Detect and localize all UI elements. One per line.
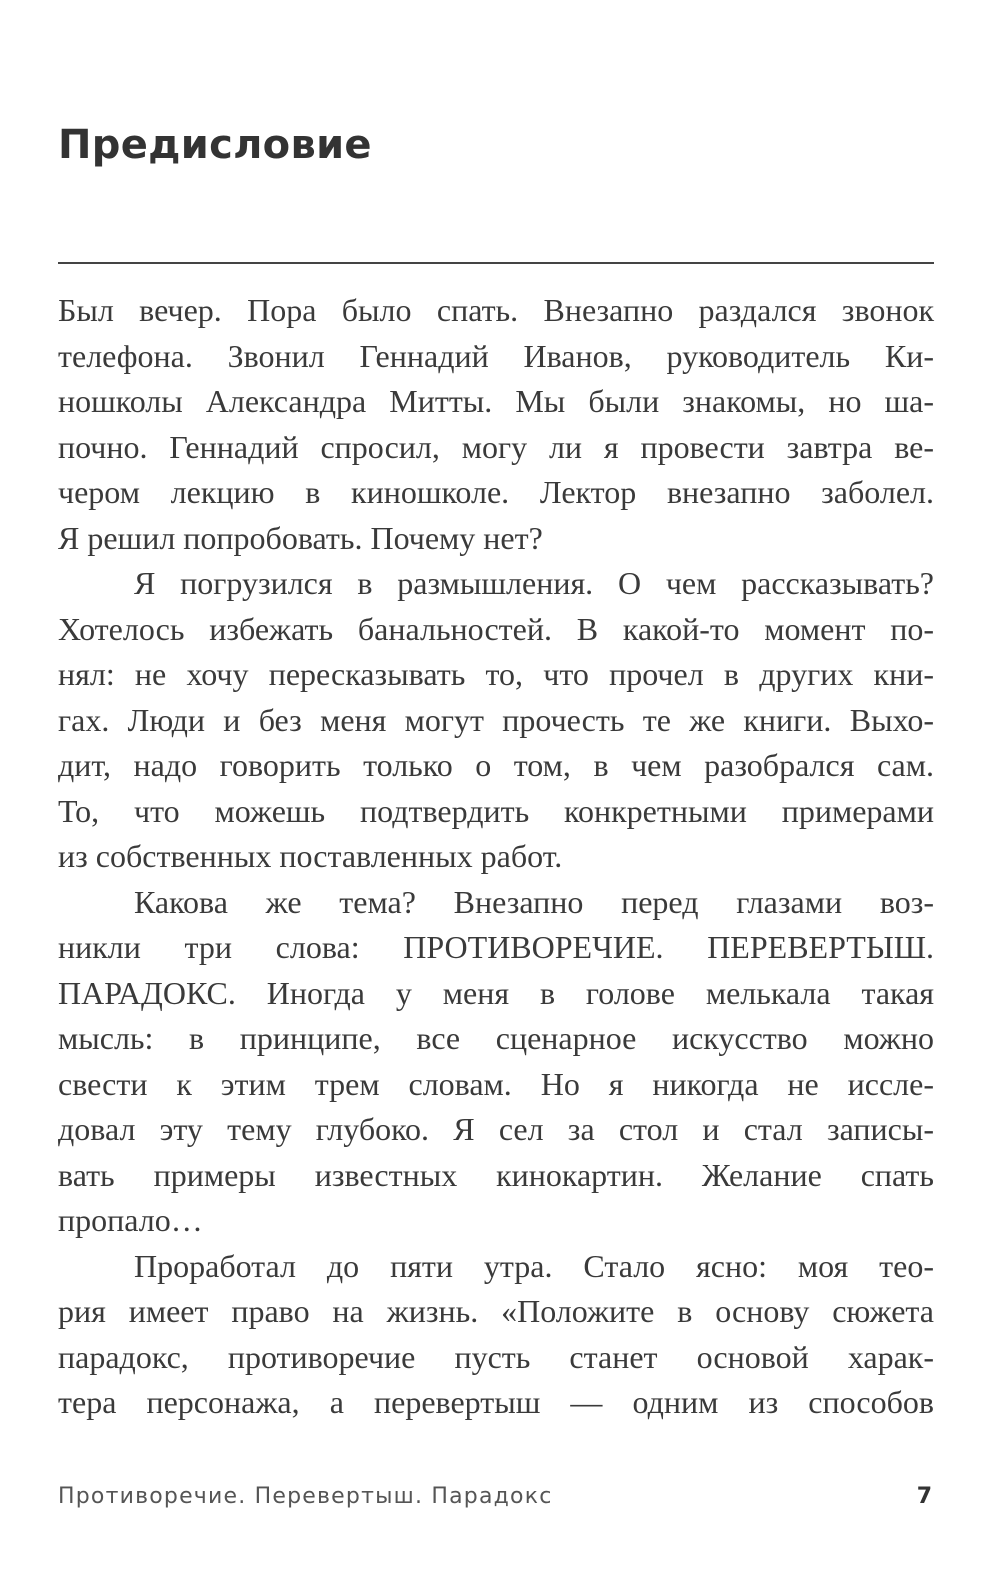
text-line: телефона. Звонил Геннадий Иванов, руководитель Ки- xyxy=(58,337,934,374)
text-line: ношколы Александра Митты. Мы были знакомы, но ша- xyxy=(58,383,934,419)
text-line: Я погрузился в размышления. О чем рассказывать? xyxy=(134,565,934,601)
text-line: гах. Люди и без меня могут прочесть те же книги. Выхо- xyxy=(58,701,934,738)
text-line: пропало… xyxy=(58,1202,203,1238)
paragraph-1 xyxy=(58,288,934,561)
page-number: 7 xyxy=(916,1484,932,1509)
text-line: мысль: в принципе, все сценарное искусство можно xyxy=(58,1020,934,1056)
text-line: Какова же тема? Внезапно перед глазами воз- xyxy=(134,883,934,920)
paragraph-2 xyxy=(58,561,934,880)
text-line: дит, надо говорить только о том, в чем разобрался сам. xyxy=(58,747,934,783)
paragraph-3 xyxy=(58,880,934,1244)
text-line: никли три слова: ПРОТИВОРЕЧИЕ. ПЕРЕВЕРТЫШ. xyxy=(58,929,934,965)
text-line: То, что можешь подтвердить конкретными примерами xyxy=(58,792,934,829)
text-line: вать примеры известных кинокартин. Желание спать xyxy=(58,1156,934,1193)
text-line: парадокс, противоречие пусть станет основой харак- xyxy=(58,1338,934,1375)
text-line: из собственных поставленных работ. xyxy=(58,838,563,874)
text-line: ПАРАДОКС. Иногда у меня в голове мелькала такая xyxy=(58,974,934,1011)
text-line: свести к этим трем словам. Но я никогда не иссле- xyxy=(58,1065,934,1102)
text-line: чером лекцию в киношколе. Лектор внезапно заболел. xyxy=(58,474,934,510)
text-line: довал эту тему глубоко. Я сел за стол и стал записы- xyxy=(58,1111,934,1147)
page-title: Предисловие xyxy=(58,122,372,168)
text-line: рия имеет право на жизнь. «Положите в основу сюжета xyxy=(58,1293,934,1329)
book-page xyxy=(58,0,934,1591)
text-line: Был вечер. Пора было спать. Внезапно раздался звонок xyxy=(58,292,934,328)
text-line: Я решил попробовать. Почему нет? xyxy=(58,519,543,556)
text-line: Проработал до пяти утра. Стало ясно: моя тео- xyxy=(134,1247,934,1284)
title-divider xyxy=(58,262,934,264)
page-footer xyxy=(58,1484,934,1524)
paragraph-4 xyxy=(58,1244,934,1426)
text-line: тера персонажа, а перевертыш — одним из способов xyxy=(58,1384,934,1420)
text-line: почно. Геннадий спросил, могу ли я провести завтра ве- xyxy=(58,428,934,465)
text-line: нял: не хочу пересказывать то, что прочел в других кни- xyxy=(58,656,934,692)
text-line: Хотелось избежать банальностей. В какой-то момент по- xyxy=(58,610,934,647)
running-title: Противоречие. Перевертыш. Парадокс xyxy=(58,1484,553,1509)
body-text xyxy=(58,288,934,1426)
